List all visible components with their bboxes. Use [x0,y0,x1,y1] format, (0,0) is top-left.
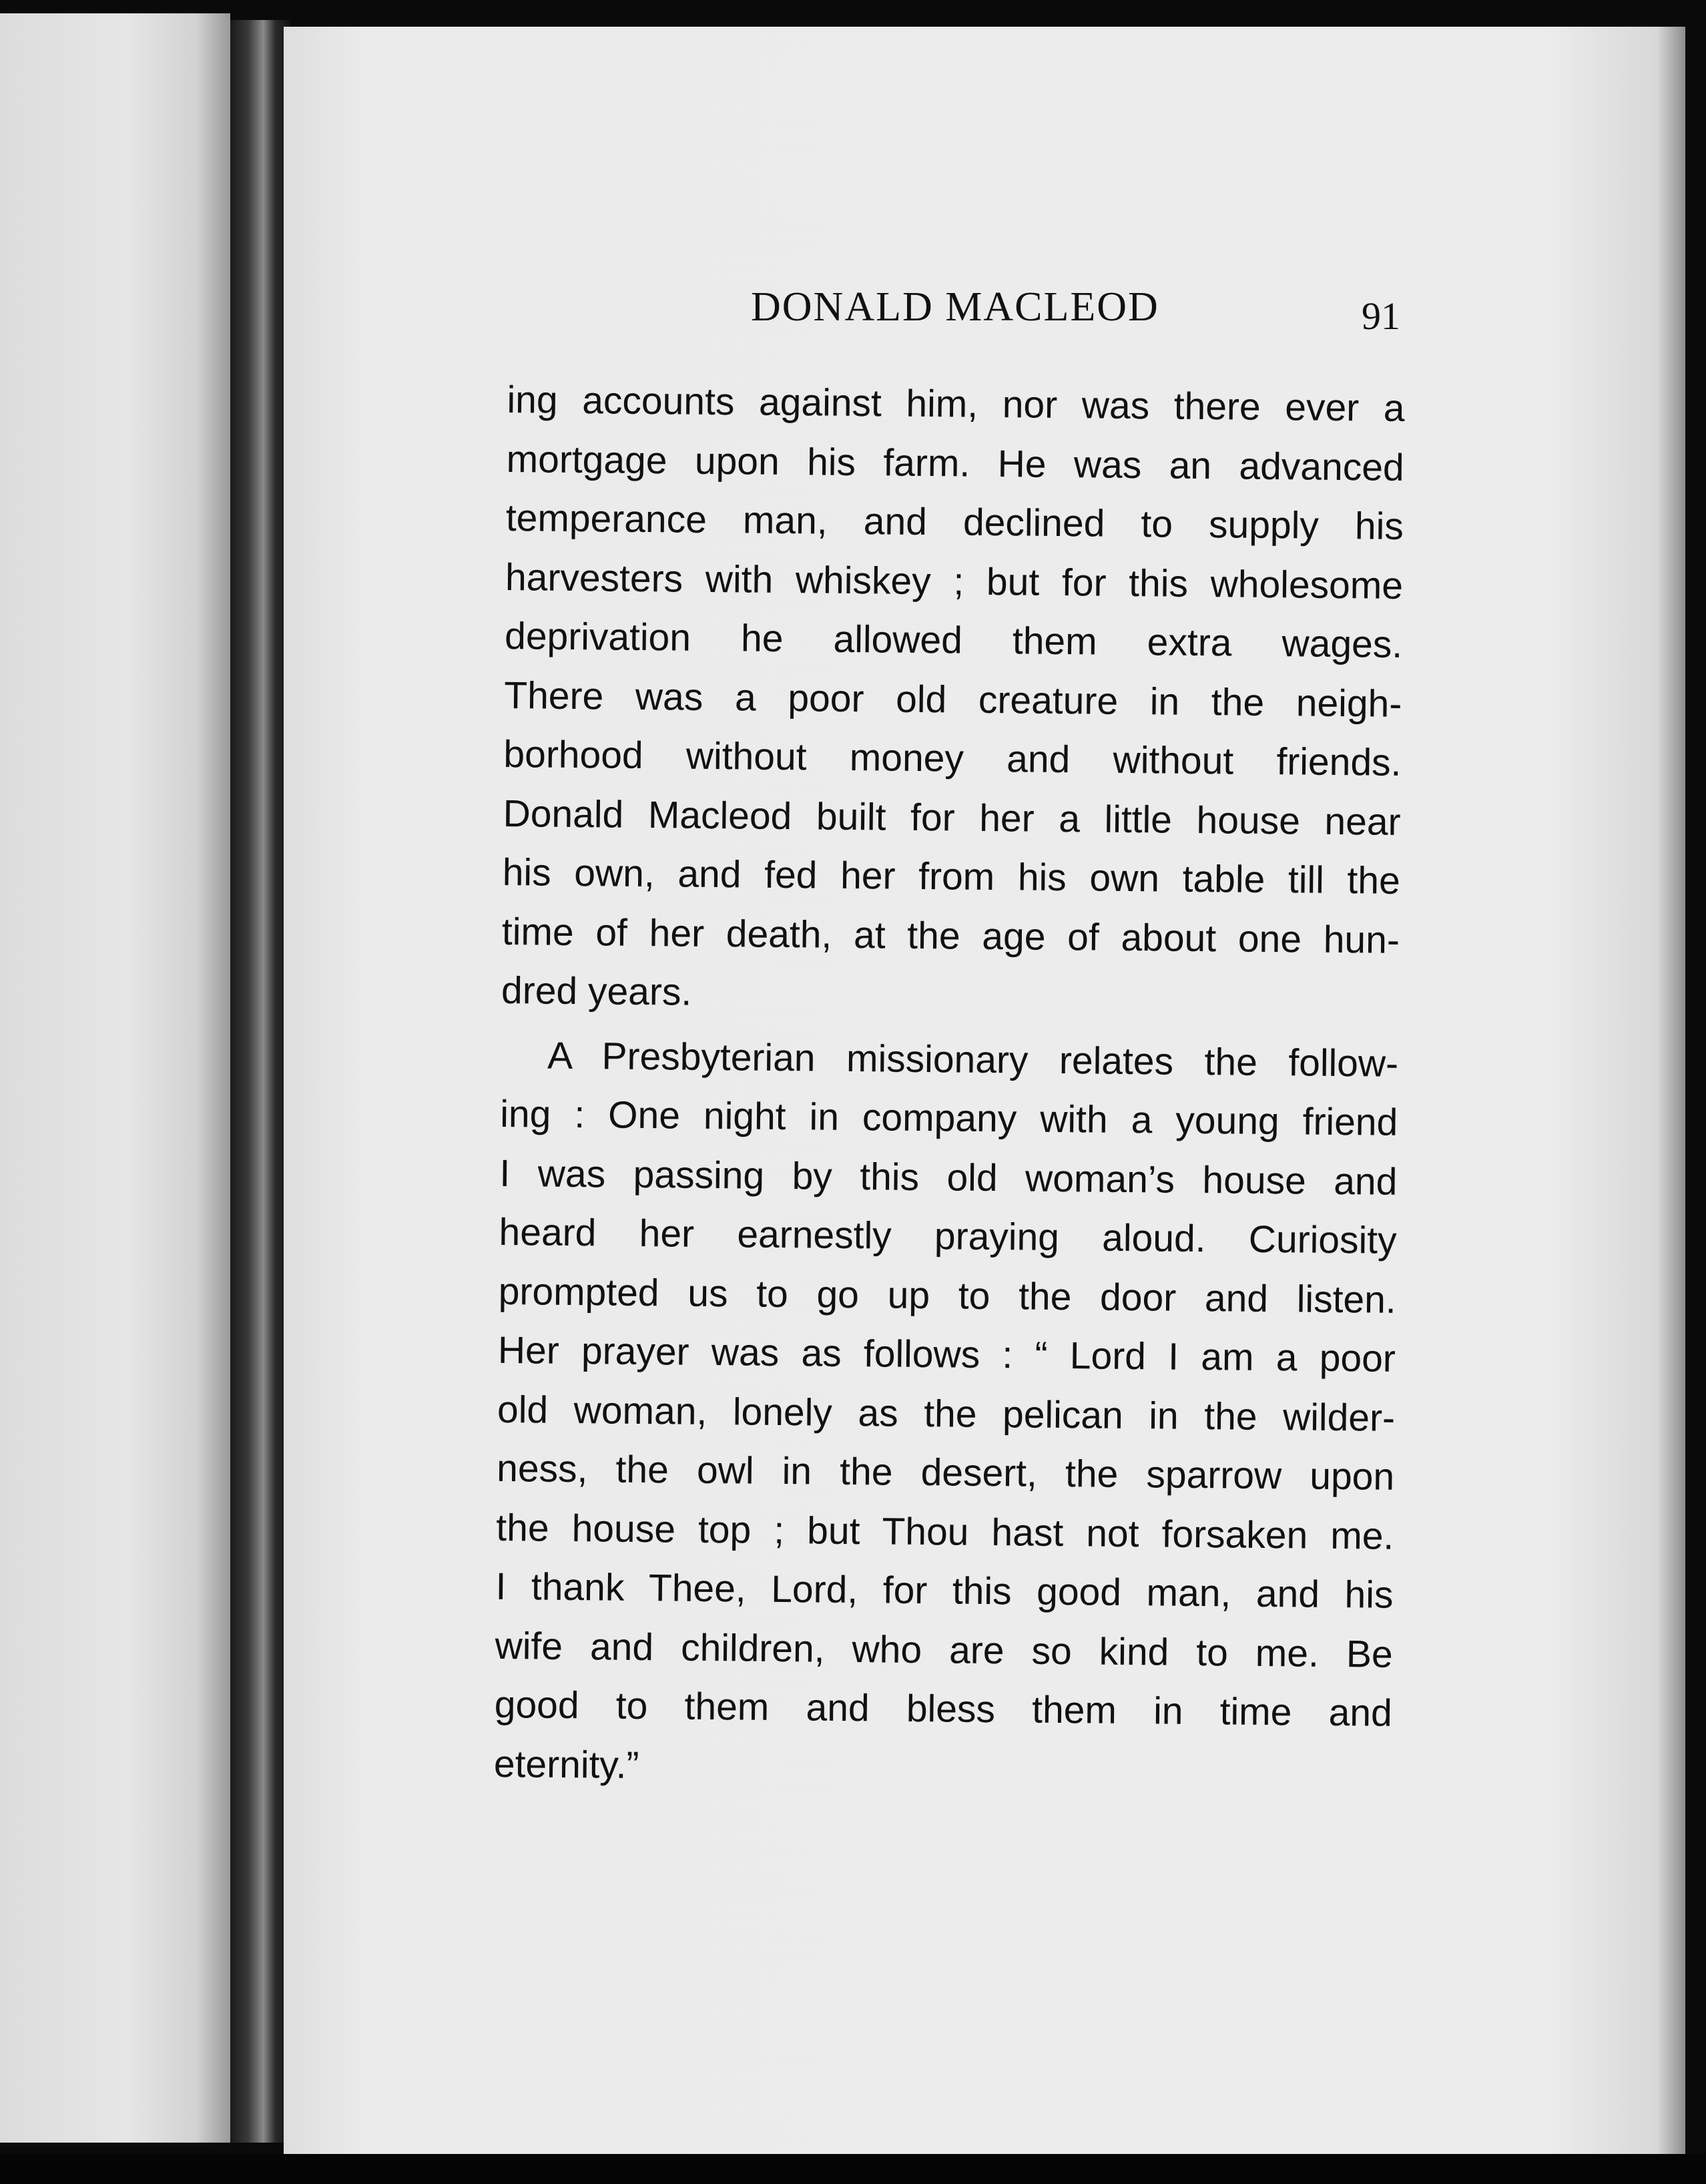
text-line: I was passing by this old woman’s house and [499,1151,1398,1203]
text-line: wife and children, who are so kind to me. Be [495,1624,1393,1676]
text-line: mortgage upon his farm. He was an advanced [506,437,1404,489]
text-line: his own, and fed her from his own table till the [502,850,1401,902]
paragraph-2 [494,1025,1399,1802]
running-head: DONALD MACLEOD [751,284,1159,330]
text-line: I thank Thee, Lord, for this good man, and his [495,1565,1394,1617]
page-body-text [494,370,1405,1802]
text-line: There was a poor old creature in the neigh- [504,673,1402,726]
left-page-edge [0,13,230,2143]
text-line: eternity.” [493,1742,639,1787]
text-line: prompted us to go up to the door and listen. [498,1270,1397,1322]
text-line: old woman, lonely as the pelican in the wilder- [497,1388,1396,1440]
text-line: harvesters with whiskey ; but for this wholesome [505,555,1404,607]
text-line: temperance man, and declined to supply his [505,496,1404,548]
book-gutter [230,20,290,2143]
text-line: the house top ; but Thou hast not forsaken me. [496,1506,1394,1558]
paragraph-1 [501,370,1405,1029]
text-line: A Presbyterian missionary relates the follow- [547,1034,1399,1085]
text-line: deprivation he allowed them extra wages. [504,614,1403,666]
text-line: Her prayer was as follows : “ Lord I am a poor [497,1328,1396,1380]
scan-bottom-edge [0,2154,1706,2184]
text-line: ing accounts against him, nor was there ever a [507,378,1405,430]
text-line: borhood without money and without friends. [503,732,1402,784]
text-line: good to them and bless them in time and [494,1683,1393,1735]
text-line: dred years. [501,969,692,1014]
page-number: 91 [1362,294,1400,338]
text-line: ing : One night in company with a young friend [499,1092,1398,1144]
text-line: heard her earnestly praying aloud. Curiosity [499,1210,1397,1262]
text-line: ness, the owl in the desert, the sparrow upon [496,1446,1395,1498]
text-line: Donald Macleod built for her a little house near [503,792,1401,844]
text-line: time of her death, at the age of about one hun- [501,910,1400,962]
